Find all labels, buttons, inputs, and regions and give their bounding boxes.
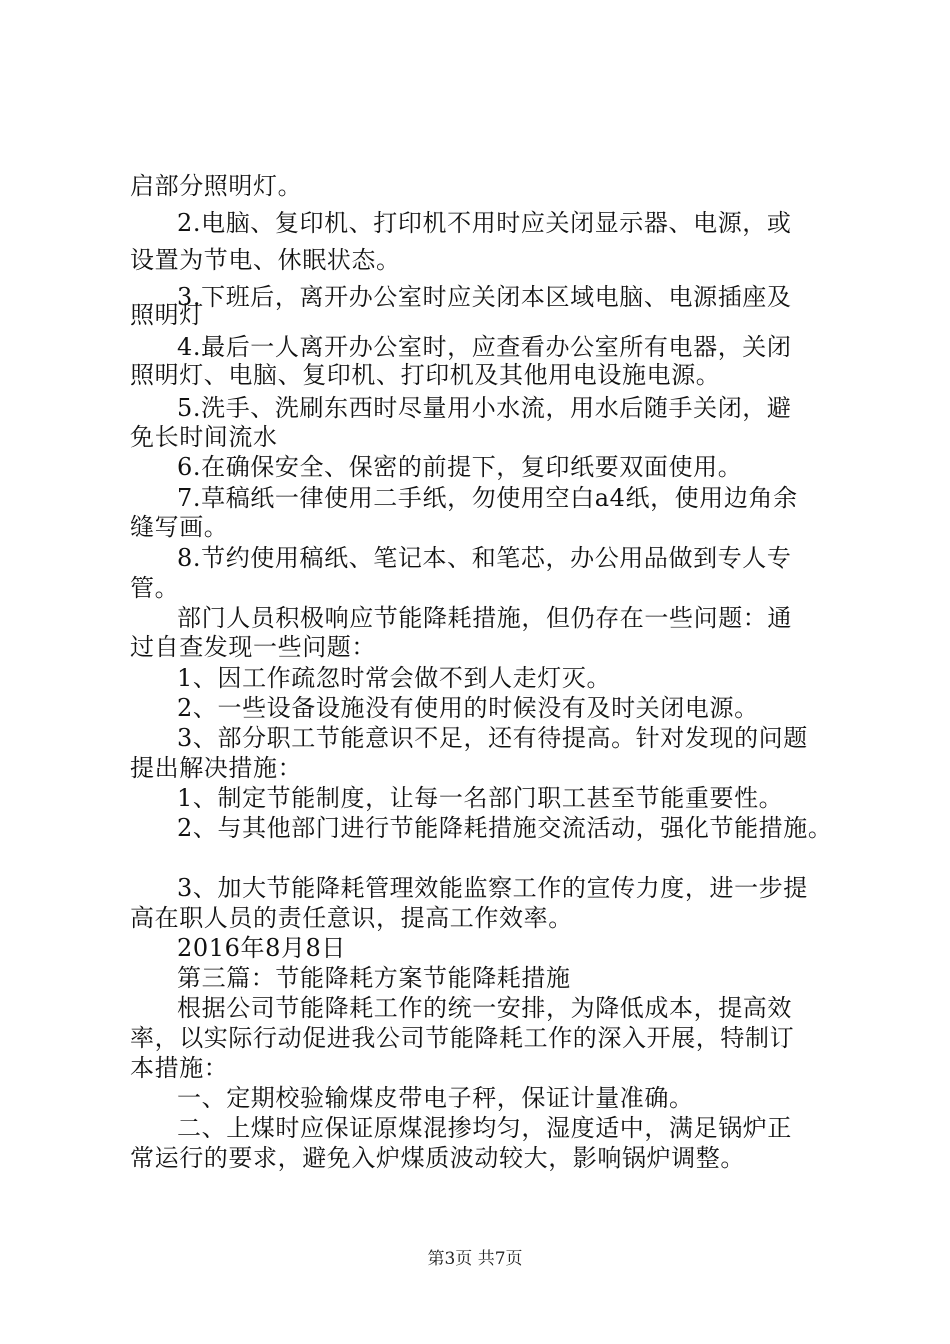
text-line: 本措施： [130, 1054, 229, 1082]
text-line: 管。 [130, 574, 180, 602]
date-line: 2016年8月8日 [177, 934, 347, 962]
section-heading: 第三篇：节能降耗方案节能降耗措施 [177, 964, 571, 992]
text-line: 免长时间流水 [130, 423, 278, 451]
text-line: 5.洗手、洗刷东西时尽量用小水流，用水后随手关闭，避 [177, 394, 792, 422]
text-line: 缝写画。 [130, 513, 229, 541]
text-line: 启部分照明灯。 [130, 172, 303, 200]
text-line: 一、定期校验输煤皮带电子秤，保证计量准确。 [177, 1084, 694, 1112]
text-line: 提出解决措施： [130, 754, 303, 782]
text-line: 二、上煤时应保证原煤混掺均匀，湿度适中，满足锅炉正 [177, 1114, 792, 1142]
text-line: 7.草稿纸一律使用二手纸，勿使用空白a4纸，使用边角余 [177, 484, 798, 512]
text-line: 过自查发现一些问题： [130, 633, 376, 661]
page-number-footer: 第3页 共7页 [427, 1249, 523, 1269]
text-line: 4.最后一人离开办公室时，应查看办公室所有电器，关闭 [177, 333, 792, 361]
text-line: 1、制定节能制度，让每一名部门职工甚至节能重要性。 [177, 784, 784, 812]
text-line: 1、因工作疏忽时常会做不到人走灯灭。 [177, 664, 612, 692]
text-line: 常运行的要求，避免入炉煤质波动较大，影响锅炉调整。 [130, 1144, 745, 1172]
text-line: 率，以实际行动促进我公司节能降耗工作的深入开展，特制订 [130, 1024, 795, 1052]
text-line: 高在职人员的责任意识，提高工作效率。 [130, 904, 573, 932]
text-line: 3、加大节能降耗管理效能监察工作的宣传力度，进一步提 [177, 874, 808, 902]
text-line: 照明灯 [130, 301, 204, 329]
text-line: 根据公司节能降耗工作的统一安排，为降低成本，提高效 [177, 994, 792, 1022]
text-line: 照明灯、电脑、复印机、打印机及其他用电设施电源。 [130, 361, 721, 389]
text-line: 3、部分职工节能意识不足，还有待提高。针对发现的问题 [177, 724, 808, 752]
text-line: 2、一些设备设施没有使用的时候没有及时关闭电源。 [177, 694, 759, 722]
text-line: 部门人员积极响应节能降耗措施，但仍存在一些问题：通 [177, 604, 792, 632]
text-line: 8.节约使用稿纸、笔记本、和笔芯，办公用品做到专人专 [177, 544, 792, 572]
text-line: 2.电脑、复印机、打印机不用时应关闭显示器、电源，或 [177, 209, 792, 237]
text-line: 2、与其他部门进行节能降耗措施交流活动，强化节能措施。 [177, 814, 833, 842]
text-line: 设置为节电、休眠状态。 [130, 246, 401, 274]
text-line: 6.在确保安全、保密的前提下，复印纸要双面使用。 [177, 453, 743, 481]
text-line: 3.下班后，离开办公室时应关闭本区域电脑、电源插座及 [177, 283, 792, 311]
